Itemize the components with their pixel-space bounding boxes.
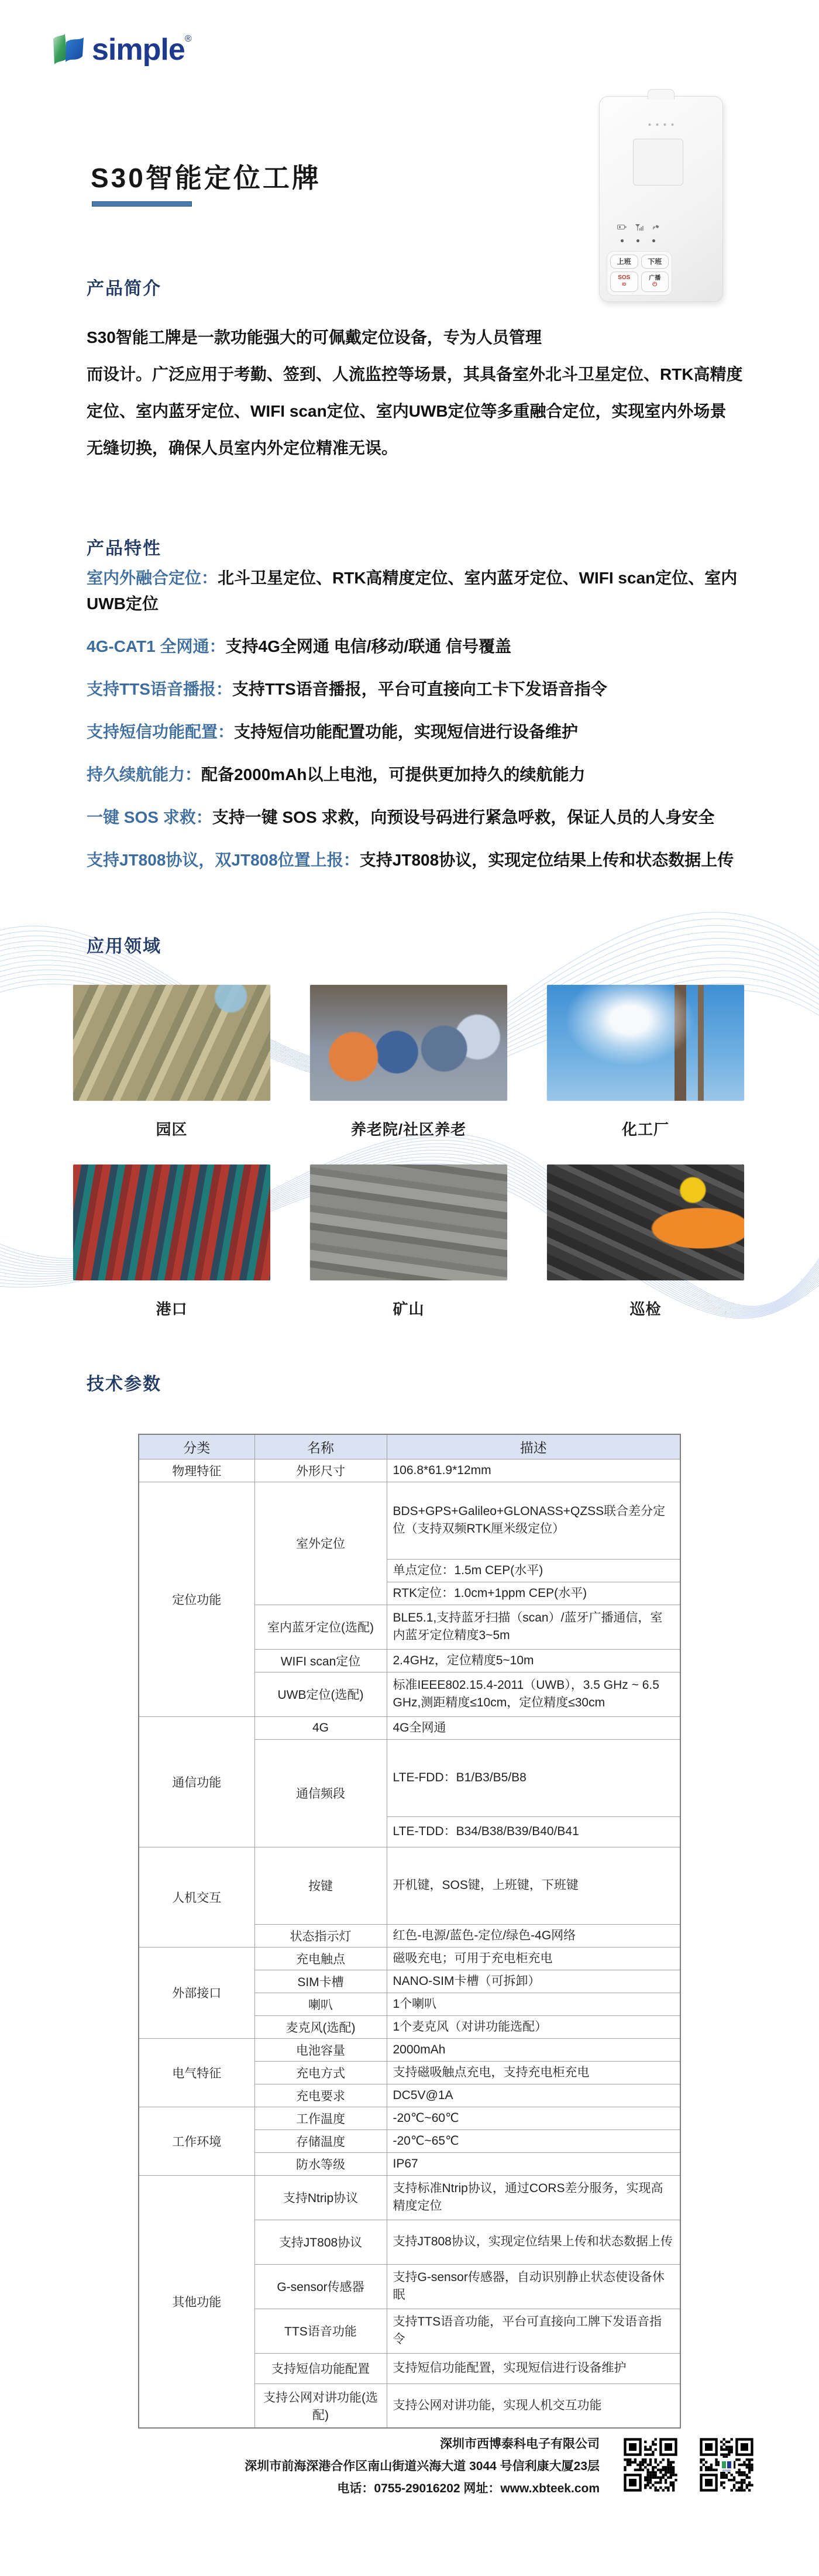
spec-desc-cell: 106.8*61.9*12mm xyxy=(387,1459,680,1482)
feature-text: 北斗卫星定位、RTK高精度定位、室内蓝牙定位、WIFI scan定位、室内UWB定位 xyxy=(87,569,738,613)
application-photo-2 xyxy=(310,985,507,1101)
application-photo-6 xyxy=(547,1165,744,1280)
spec-name-cell: 充电触点 xyxy=(254,1947,387,1970)
application-item xyxy=(73,1165,270,1344)
feature-item xyxy=(87,762,768,788)
spec-name-cell: 充电方式 xyxy=(254,2061,387,2084)
device-led-indicators xyxy=(621,239,655,242)
feature-item xyxy=(87,565,768,617)
application-label: 巡检 xyxy=(629,1300,662,1318)
spec-name-cell: TTS语音功能 xyxy=(254,2309,387,2353)
application-label: 矿山 xyxy=(393,1300,425,1318)
brand-registered-mark: ® xyxy=(184,34,192,44)
spec-desc-cell: 红色-电源/蓝色-定位/绿色-4G网络 xyxy=(387,1924,680,1947)
spec-category-cell: 外部接口 xyxy=(139,1947,254,2038)
feature-item xyxy=(87,719,768,745)
spec-name-cell: 4G xyxy=(254,1716,387,1739)
spec-desc-cell: 支持标准Ntrip协议，通过CORS差分服务，实现高精度定位 xyxy=(387,2175,680,2220)
footer-company-name: 深圳市西博泰科电子有限公司 xyxy=(440,2437,600,2451)
feature-text: 配备2000mAh以上电池，可提供更加持久的续航能力 xyxy=(201,765,586,784)
intro-line: S30智能工牌是一款功能强大的可佩戴定位设备，专为人员管理 xyxy=(87,328,542,346)
spec-name-cell: G-sensor传感器 xyxy=(254,2264,387,2309)
spec-category-cell: 定位功能 xyxy=(139,1482,254,1716)
spec-name-cell: 充电要求 xyxy=(254,2084,387,2107)
spec-desc-cell: 支持JT808协议，实现定位结果上传和状态数据上传 xyxy=(387,2220,680,2264)
spec-desc-cell: LTE-FDD：B1/B3/B5/B8 xyxy=(387,1739,680,1816)
spec-row xyxy=(139,1459,680,1482)
footer-address: 深圳市前海深港合作区南山街道兴海大道 3044 号信利康大厦23层 xyxy=(245,2460,600,2473)
spec-col-desc: 描述 xyxy=(387,1434,680,1459)
spec-row xyxy=(139,1716,680,1739)
application-photo-5 xyxy=(310,1165,507,1280)
device-button-sos: SOS ID xyxy=(610,272,638,293)
spec-category-cell: 工作环境 xyxy=(139,2107,254,2175)
feature-item xyxy=(87,847,768,873)
spec-desc-cell: BDS+GPS+Galileo+GLONASS+QZSS联合差分定位（支持双频RTK厘米级定位） xyxy=(387,1482,680,1559)
brand-logo-icon xyxy=(50,33,88,72)
spec-category-cell: 物理特征 xyxy=(139,1459,254,1482)
spec-desc-cell: NANO-SIM卡槽（可拆卸） xyxy=(387,1970,680,1993)
spec-category-cell: 人机交互 xyxy=(139,1847,254,1947)
spec-desc-cell: 标准IEEE802.15.4-2011（UWB），3.5 GHz ~ 6.5 GHz,测距精度≤10cm，定位精度≤30cm xyxy=(387,1672,680,1716)
application-label: 园区 xyxy=(156,1121,188,1138)
spec-category-cell: 通信功能 xyxy=(139,1716,254,1847)
spec-name-cell: 工作温度 xyxy=(254,2107,387,2130)
feature-label: 支持短信功能配置： xyxy=(87,723,235,741)
qr-code-website xyxy=(621,2436,680,2494)
device-keypad xyxy=(607,251,672,296)
spec-name-cell: 支持JT808协议 xyxy=(254,2220,387,2264)
intro-line: 无缝切换，确保人员室内外定位精准无误。 xyxy=(87,439,398,457)
spec-name-cell: 支持公网对讲功能(选配) xyxy=(254,2383,387,2428)
spec-table-header-row xyxy=(139,1434,680,1459)
spec-category-cell: 其他功能 xyxy=(139,2175,254,2428)
spec-desc-cell: 支持磁吸触点充电，支持充电柜充电 xyxy=(387,2061,680,2084)
spec-table xyxy=(138,1434,681,2429)
spec-desc-cell: 2.4GHz，定位精度5~10m xyxy=(387,1649,680,1672)
spec-name-cell: 喇叭 xyxy=(254,1993,387,2015)
power-icon: ⏻ xyxy=(652,281,658,288)
spec-name-cell: 存储温度 xyxy=(254,2130,387,2152)
battery-icon xyxy=(617,224,627,230)
application-item xyxy=(73,985,270,1165)
device-charge-contacts xyxy=(649,123,674,126)
application-label: 港口 xyxy=(156,1300,188,1318)
device-lanyard-tab xyxy=(648,89,675,99)
svg-text:simple: simple xyxy=(722,2469,731,2473)
spec-desc-cell: -20℃~60℃ xyxy=(387,2107,680,2130)
spec-desc-cell: 1个麦克风（对讲功能选配） xyxy=(387,2015,680,2038)
feature-item xyxy=(87,634,768,660)
spec-name-cell: 电池容量 xyxy=(254,2038,387,2061)
spec-category-cell: 电气特征 xyxy=(139,2038,254,2107)
application-item xyxy=(310,1165,507,1344)
section-header-applications: 应用领域 xyxy=(87,937,161,956)
feature-label: 支持JT808协议，双JT808位置上报： xyxy=(87,851,360,869)
spec-desc-cell: 1个喇叭 xyxy=(387,1993,680,2015)
spec-desc-cell: 支持G-sensor传感器，自动识别静止状态使设备休眠 xyxy=(387,2264,680,2309)
device-button-broadcast-power: 广播 ⏻ xyxy=(641,272,669,293)
feature-label: 室内外融合定位： xyxy=(87,569,218,587)
feature-label: 4G-CAT1 全网通： xyxy=(87,637,226,655)
application-item xyxy=(547,985,744,1165)
brand-logo xyxy=(50,33,192,72)
footer-company-info xyxy=(190,2433,600,2500)
spec-name-cell: 支持Ntrip协议 xyxy=(254,2175,387,2220)
spec-name-cell: 防水等级 xyxy=(254,2152,387,2175)
page-title: S30智能定位工牌 xyxy=(91,163,321,193)
spec-desc-cell: BLE5.1,支持蓝牙扫描（scan）/蓝牙广播通信，室内蓝牙定位精度3~5m xyxy=(387,1605,680,1649)
device-button-clock-out: 下班 xyxy=(641,255,669,269)
spec-name-cell: 支持短信功能配置 xyxy=(254,2353,387,2383)
spec-row xyxy=(139,1947,680,1970)
application-grid xyxy=(73,985,744,1344)
spec-desc-cell: 支持公网对讲功能，实现人机交互功能 xyxy=(387,2383,680,2428)
application-item xyxy=(310,985,507,1165)
spec-desc-cell: RTK定位：1.0cm+1ppm CEP(水平) xyxy=(387,1582,680,1605)
section-header-specs: 技术参数 xyxy=(87,1375,161,1394)
spec-desc-cell: 开机键，SOS键，上班键，下班键 xyxy=(387,1847,680,1924)
signal-icon xyxy=(635,224,644,231)
intro-line: 定位、室内蓝牙定位、WIFI scan定位、室内UWB定位等多重融合定位，实现室内外场景 xyxy=(87,402,727,420)
qr-code-wechat xyxy=(697,2436,756,2494)
section-header-features: 产品特性 xyxy=(87,539,161,558)
satellite-icon xyxy=(652,224,660,231)
intro-paragraph xyxy=(87,319,743,466)
spec-name-cell: WIFI scan定位 xyxy=(254,1649,387,1672)
title-underline-bar xyxy=(92,201,192,207)
feature-list xyxy=(87,565,768,890)
spec-row xyxy=(139,2107,680,2130)
footer-contact: 电话：0755-29016202 网址：www.xbteek.com xyxy=(337,2482,600,2495)
feature-text: 支持4G全网通 电信/移动/联通 信号覆盖 xyxy=(225,637,511,655)
feature-text: 支持JT808协议，实现定位结果上传和状态数据上传 xyxy=(359,851,734,869)
spec-row xyxy=(139,2175,680,2220)
application-label: 化工厂 xyxy=(621,1121,669,1138)
section-header-intro: 产品简介 xyxy=(87,279,161,298)
spec-desc-cell: 磁吸充电；可用于充电柜充电 xyxy=(387,1947,680,1970)
spec-col-category: 分类 xyxy=(139,1434,254,1459)
device-button-clock-in: 上班 xyxy=(610,255,638,269)
spec-desc-cell: IP67 xyxy=(387,2152,680,2175)
spec-row xyxy=(139,1847,680,1924)
feature-item xyxy=(87,805,768,830)
feature-item xyxy=(87,676,768,702)
feature-label: 一键 SOS 求救： xyxy=(87,808,212,826)
spec-row xyxy=(139,1482,680,1559)
spec-name-cell: 外形尺寸 xyxy=(254,1459,387,1482)
product-photo-s30-badge xyxy=(599,96,723,302)
spec-name-cell: 麦克风(选配) xyxy=(254,2015,387,2038)
spec-name-cell: 状态指示灯 xyxy=(254,1924,387,1947)
spec-name-cell: 通信频段 xyxy=(254,1739,387,1847)
spec-name-cell: UWB定位(选配) xyxy=(254,1672,387,1716)
feature-text: 支持一键 SOS 求救，向预设号码进行紧急呼救，保证人员的人身安全 xyxy=(212,808,715,826)
brand-logo-text: simple xyxy=(92,33,185,67)
device-status-icons xyxy=(617,224,660,231)
application-photo-1 xyxy=(73,985,270,1101)
application-item xyxy=(547,1165,744,1344)
spec-desc-cell: -20℃~65℃ xyxy=(387,2130,680,2152)
spec-col-name: 名称 xyxy=(254,1434,387,1459)
spec-desc-cell: 支持短信功能配置，实现短信进行设备维护 xyxy=(387,2353,680,2383)
application-photo-4 xyxy=(73,1165,270,1280)
spec-desc-cell: LTE-TDD：B34/B38/B39/B40/B41 xyxy=(387,1816,680,1847)
spec-desc-cell: 2000mAh xyxy=(387,2038,680,2061)
spec-desc-cell: 4G全网通 xyxy=(387,1716,680,1739)
spec-desc-cell: DC5V@1A xyxy=(387,2084,680,2107)
feature-label: 支持TTS语音播报： xyxy=(87,680,232,698)
spec-name-cell: SIM卡槽 xyxy=(254,1970,387,1993)
feature-text: 支持TTS语音播报，平台可直接向工卡下发语音指令 xyxy=(232,680,607,698)
application-label: 养老院/社区养老 xyxy=(350,1121,467,1138)
application-photo-3 xyxy=(547,985,744,1101)
spec-desc-cell: 支持TTS语音功能，平台可直接向工牌下发语音指令 xyxy=(387,2309,680,2353)
spec-name-cell: 室内蓝牙定位(选配) xyxy=(254,1605,387,1649)
feature-label: 持久续航能力： xyxy=(87,765,202,784)
spec-desc-cell: 单点定位：1.5m CEP(水平) xyxy=(387,1559,680,1582)
spec-name-cell: 按键 xyxy=(254,1847,387,1924)
intro-line: 而设计。广泛应用于考勤、签到、人流监控等场景，其具备室外北斗卫星定位、RTK高精度 xyxy=(87,365,743,383)
spec-row xyxy=(139,2038,680,2061)
device-screen xyxy=(633,139,683,186)
spec-name-cell: 室外定位 xyxy=(254,1482,387,1605)
feature-text: 支持短信功能配置功能，实现短信进行设备维护 xyxy=(234,723,579,741)
